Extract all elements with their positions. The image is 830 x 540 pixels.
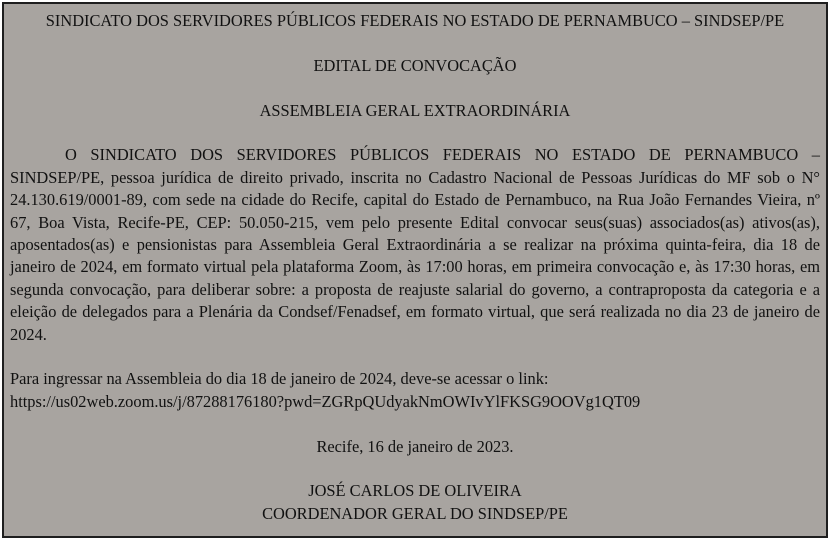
spacer bbox=[10, 413, 820, 435]
signatory-role: COORDENADOR GERAL DO SINDSEP/PE bbox=[262, 503, 568, 523]
spacer bbox=[10, 122, 820, 144]
notice-frame bbox=[2, 2, 828, 538]
spacer bbox=[10, 32, 820, 54]
spacer bbox=[10, 458, 820, 480]
document-title: EDITAL DE CONVOCAÇÃO bbox=[313, 55, 517, 75]
spacer bbox=[10, 346, 820, 368]
link-instruction: Para ingressar na Assembleia do dia 18 de janeiro de 2024, deve-se acessar o link: bbox=[10, 369, 549, 389]
union-name-heading: SINDICATO DOS SERVIDORES PÚBLICOS FEDERAIS NO ESTADO DE PERNAMBUCO – SINDSEP/PE bbox=[45, 11, 785, 30]
assembly-subtitle: ASSEMBLEIA GERAL EXTRAORDINÁRIA bbox=[259, 100, 571, 120]
signatory-name: JOSÉ CARLOS DE OLIVEIRA bbox=[308, 481, 522, 501]
spacer bbox=[10, 77, 820, 99]
convocation-paragraph: O SINDICATO DOS SERVIDORES PÚBLICOS FEDERAIS NO ESTADO DE PERNAMBUCO – SINDSEP/PE, pessoa jurídica de direito privado, inscrita no Cadastro Nacional de Pessoas Jurídicas do MF sob o N° 24.130.619/0001-89, com sede na cidade do Recife, capital do Estado de Pernambuco, na Rua João Fernandes Vieira, nº 67, Boa Vista, Recife-PE, CEP: 50.050-215, vem pelo presente Edital convocar seus(suas) associados(as) ativos(as), aposentados(as) e pensionistas para Assembleia Geral Extraordinária a se realizar na próxima quinta-feira, dia 18 de janeiro de 2024, em formato virtual pela plataforma Zoom, às 17:00 horas, em primeira convocação e, às 17:30 horas, em segunda convocação, para deliberar sobre: a proposta de reajuste salarial do governo, a contraproposta da categoria e a eleição de delegados para a Plenária da Condsef/Fenadsef, em formato virtual, que será realizada no dia 23 de janeiro de 2024. bbox=[10, 145, 820, 344]
notice-content bbox=[10, 10, 820, 525]
zoom-link[interactable]: https://us02web.zoom.us/j/87288176180?pwd=ZGRpQUdyakNmOWIvYlFKSG9OOVg1QT09 bbox=[10, 391, 641, 411]
place-date: Recife, 16 de janeiro de 2023. bbox=[316, 436, 514, 456]
